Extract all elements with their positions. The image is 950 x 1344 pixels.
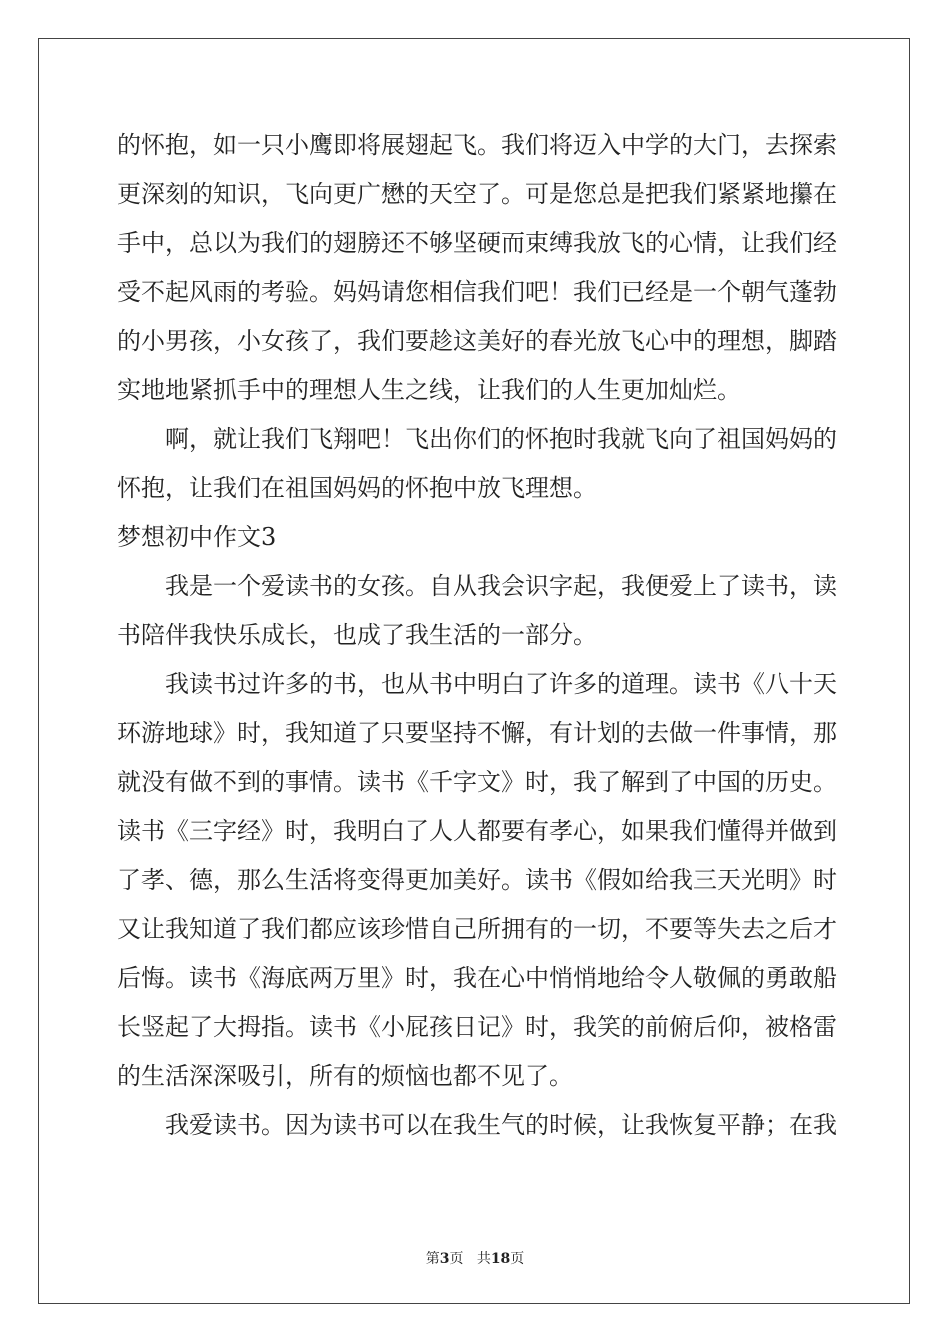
paragraph: 我读书过许多的书，也从书中明白了许多的道理。读书《八十天环游地球》时，我知道了只要坚持不懈，有计划的去做一件事情，那就没有做不到的事情。读书《千字文》时，我了解到了中国的历史。读书《三字经》时，我明白了人人都要有孝心，如果我们懂得并做到了孝、德，那么生活将变得更加美好。读书《假如给我三天光明》时又让我知道了我们都应该珍惜自己所拥有的一切，不要等失去之后才后悔。读书《海底两万里》时，我在心中悄悄地给令人敬佩的勇敢船长竖起了大拇指。读书《小屁孩日记》时，我笑的前俯后仰，被格雷的生活深深吸引，所有的烦恼也都不见了。 (117, 670, 837, 1090)
page-number: 3 (439, 1251, 450, 1267)
total-pages: 18 (490, 1251, 511, 1267)
document-body (117, 121, 837, 1150)
paragraph: 啊，就让我们飞翔吧！飞出你们的怀抱时我就飞向了祖国妈妈的怀抱，让我们在祖国妈妈的怀抱中放飞理想。 (117, 425, 837, 502)
page-prefix: 第 (425, 1251, 440, 1267)
total-suffix: 页 (510, 1251, 525, 1267)
section-heading: 梦想初中作文3 (117, 523, 277, 551)
page-footer (0, 1248, 950, 1268)
paragraph: 我爱读书。因为读书可以在我生气的时候，让我恢复平静；在我 (165, 1111, 837, 1139)
page-suffix: 页 (449, 1251, 464, 1267)
paragraph: 我是一个爱读书的女孩。自从我会识字起，我便爱上了读书，读书陪伴我快乐成长，也成了我生活的一部分。 (117, 572, 837, 649)
total-prefix: 共 (476, 1251, 491, 1267)
paragraph: 的怀抱，如一只小鹰即将展翅起飞。我们将迈入中学的大门，去探索更深刻的知识，飞向更广懋的天空了。可是您总是把我们紧紧地攥在手中，总以为我们的翅膀还不够坚硬而束缚我放飞的心情，让我们经受不起风雨的考验。妈妈请您相信我们吧！我们已经是一个朝气蓬勃的小男孩，小女孩了，我们要趁这美好的春光放飞心中的理想，脚踏实地地紧抓手中的理想人生之线，让我们的人生更加灿烂。 (117, 131, 837, 404)
